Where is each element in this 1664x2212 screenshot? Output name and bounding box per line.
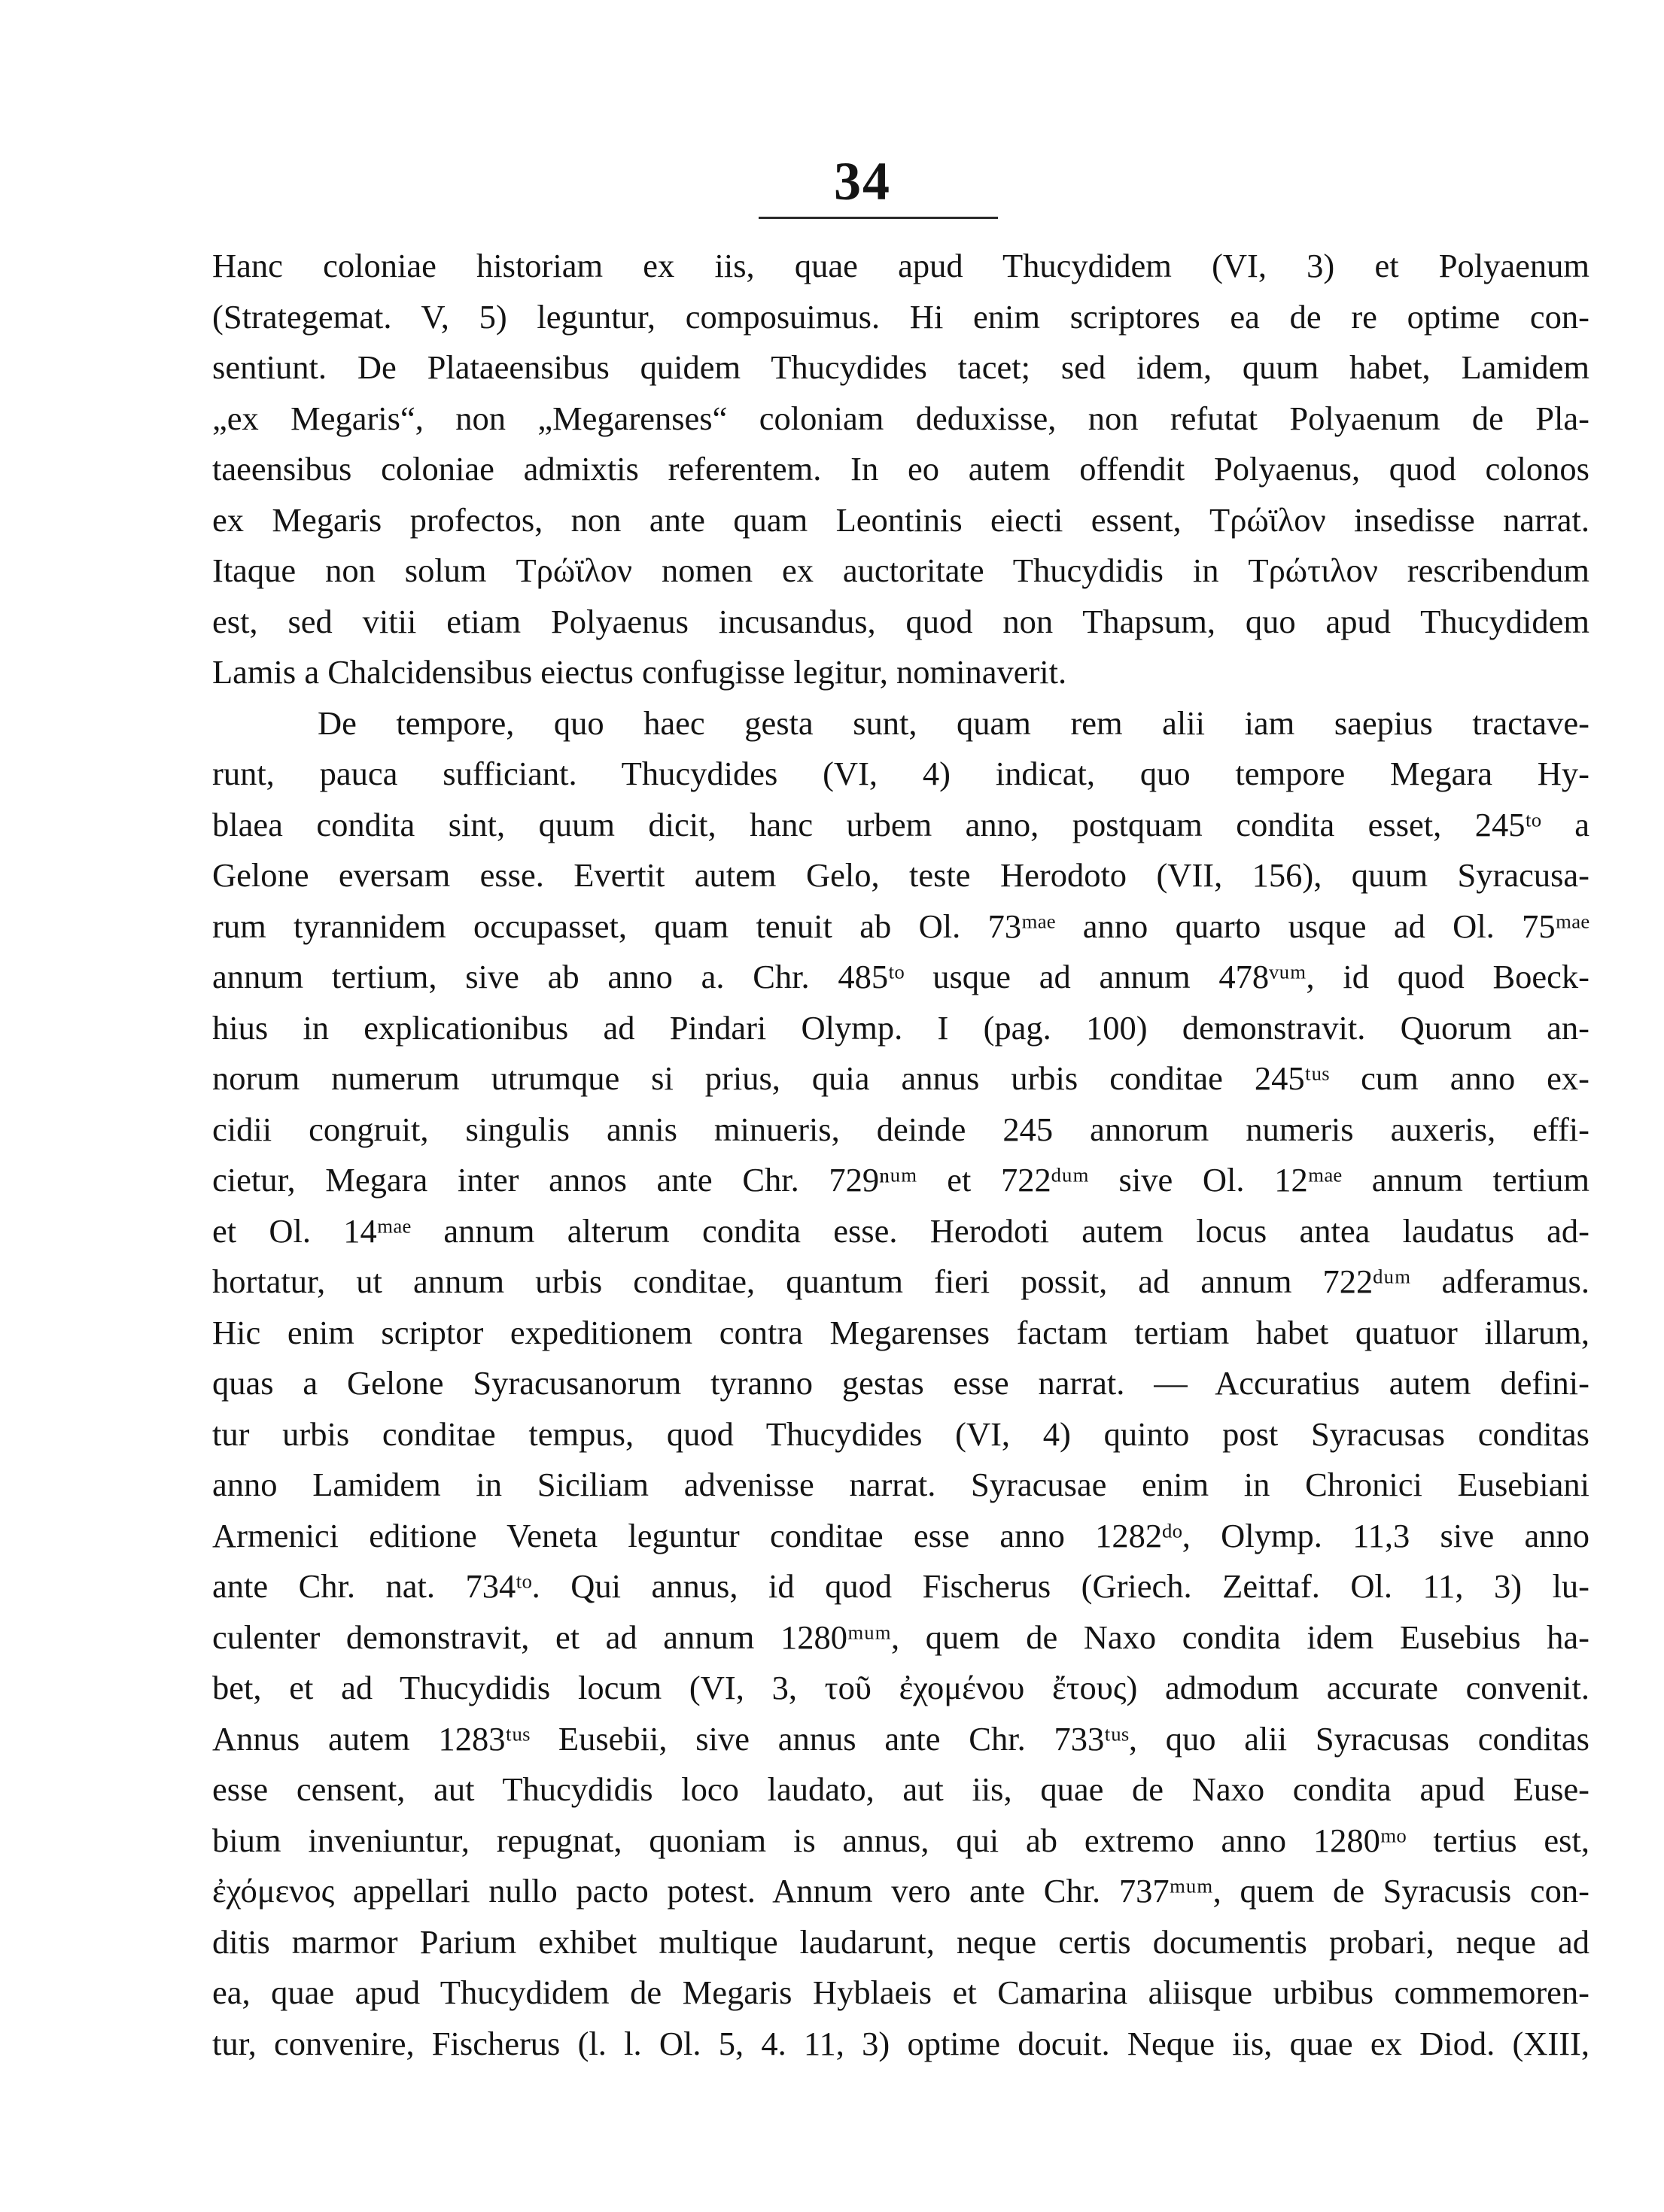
text-line: hortatur, ut annum urbis conditae, quantum fieri possit, ad annum 722ᵈᵘᵐ adferamus. bbox=[212, 1262, 1589, 1300]
body-text bbox=[212, 241, 1589, 2069]
text-line: et Ol. 14ᵐᵃᵉ annum alterum condita esse. Herodoti autem locus antea laudatus ad- bbox=[212, 1211, 1589, 1250]
page-number: 34 bbox=[834, 151, 891, 211]
text-line: ἐχόμενος appellari nullo pacto potest. Annum vero ante Chr. 737ᵐᵘᵐ, quem de Syracusis con- bbox=[212, 1872, 1589, 1910]
text-line: est, sed vitii etiam Polyaenus incusandus, quod non Thapsum, quo apud Thucydidem bbox=[212, 602, 1589, 640]
text-line: quas a Gelone Syracusanorum tyranno gestas esse narrat. — Accuratius autem defini- bbox=[212, 1364, 1589, 1402]
text-line: Annus autem 1283ᵗᵘˢ Eusebii, sive annus ante Chr. 733ᵗᵘˢ, quo alii Syracusas conditas bbox=[212, 1719, 1589, 1758]
text-line: rum tyrannidem occupasset, quam tenuit ab Ol. 73ᵐᵃᵉ anno quarto usque ad Ol. 75ᵐᵃᵉ bbox=[212, 907, 1589, 945]
text-line: culenter demonstravit, et ad annum 1280ᵐᵘᵐ, quem de Naxo condita idem Eusebius ha- bbox=[212, 1618, 1589, 1656]
text-line: ditis marmor Parium exhibet multique laudarunt, neque certis documentis probari, neque ad bbox=[212, 1922, 1589, 1961]
text-line: runt, pauca sufficiant. Thucydides (VI, 4) indicat, quo tempore Megara Hy- bbox=[212, 755, 1589, 792]
text-line: Hanc coloniae historiam ex iis, quae apud Thucydidem (VI, 3) et Polyaenum bbox=[212, 247, 1589, 284]
text-line: Hic enim scriptor expeditionem contra Megarenses factam tertiam habet quatuor illarum, bbox=[212, 1313, 1589, 1351]
text-line: blaea condita sint, quum dicit, hanc urbem anno, postquam condita esset, 245ᵗᵒ a bbox=[212, 805, 1589, 843]
text-line: ea, quae apud Thucydidem de Megaris Hyblaeis et Camarina aliisque urbibus commemoren- bbox=[212, 1973, 1589, 2011]
text-line: hius in explicationibus ad Pindari Olymp. I (pag. 100) demonstravit. Quorum an- bbox=[212, 1008, 1589, 1047]
text-line: cietur, Megara inter annos ante Chr. 729ⁿᵘᵐ et 722ᵈᵘᵐ sive Ol. 12ᵐᵃᵉ annum tertium bbox=[212, 1161, 1589, 1199]
paragraph-end-line: Lamis a Chalcidensibus eiectus confugisse legitur, nominaverit. bbox=[212, 653, 1067, 691]
paragraph-start-line: De tempore, quo haec gesta sunt, quam rem alii iam saepius tractave- bbox=[318, 703, 1589, 742]
text-line: norum numerum utrumque si prius, quia annus urbis conditae 245ᵗᵘˢ cum anno ex- bbox=[212, 1059, 1589, 1097]
text-line: cidii congruit, singulis annis minueris, deinde 245 annorum numeris auxeris, effi- bbox=[212, 1110, 1589, 1148]
text-line: taeensibus coloniae admixtis referentem. In eo autem offendit Polyaenus, quod colonos bbox=[212, 450, 1589, 488]
text-line: bet, et ad Thucydidis locum (VI, 3, τοῦ ἐχομένου ἔτους) admodum accurate convenit. bbox=[212, 1669, 1589, 1706]
text-line: (Strategemat. V, 5) leguntur, composuimus. Hi enim scriptores ea de re optime con- bbox=[212, 297, 1589, 336]
text-line: tur urbis conditae tempus, quod Thucydides (VI, 4) quinto post Syracusas conditas bbox=[212, 1414, 1589, 1453]
text-line: bium inveniuntur, repugnat, quoniam is annus, qui ab extremo anno 1280ᵐᵒ tertius est, bbox=[212, 1821, 1589, 1859]
text-line: Itaque non solum Τρώϊλον nomen ex auctoritate Thucydidis in Τρώτιλον rescribendum bbox=[212, 551, 1589, 589]
text-line: sentiunt. De Plataeensibus quidem Thucydides tacet; sed idem, quum habet, Lamidem bbox=[212, 348, 1589, 386]
text-line: tur, convenire, Fischerus (l. l. Ol. 5, 4. 11, 3) optime docuit. Neque iis, quae ex Diod. (XIII, bbox=[212, 2024, 1589, 2062]
text-line: Gelone eversam esse. Evertit autem Gelo, teste Herodoto (VII, 156), quum Syracusa- bbox=[212, 856, 1589, 894]
header-rule bbox=[759, 217, 998, 219]
text-line: Armenici editione Veneta leguntur conditae esse anno 1282ᵈᵒ, Olymp. 11,3 sive anno bbox=[212, 1516, 1589, 1554]
text-line: „ex Megaris“, non „Megarenses“ coloniam deduxisse, non refutat Polyaenum de Pla- bbox=[212, 399, 1589, 437]
text-line: ex Megaris profectos, non ante quam Leontinis eiecti essent, Τρώϊλον insedisse narrat. bbox=[212, 500, 1589, 539]
text-line: anno Lamidem in Siciliam advenisse narrat. Syracusae enim in Chronici Eusebiani bbox=[212, 1466, 1589, 1503]
text-line: annum tertium, sive ab anno a. Chr. 485ᵗᵒ usque ad annum 478ᵛᵘᵐ, id quod Boeck- bbox=[212, 958, 1589, 995]
text-line: ante Chr. nat. 734ᵗᵒ. Qui annus, id quod Fischerus (Griech. Zeittaf. Ol. 11, 3) lu- bbox=[212, 1567, 1589, 1605]
text-line: esse censent, aut Thucydidis loco laudato, aut iis, quae de Naxo condita apud Euse- bbox=[212, 1770, 1589, 1808]
